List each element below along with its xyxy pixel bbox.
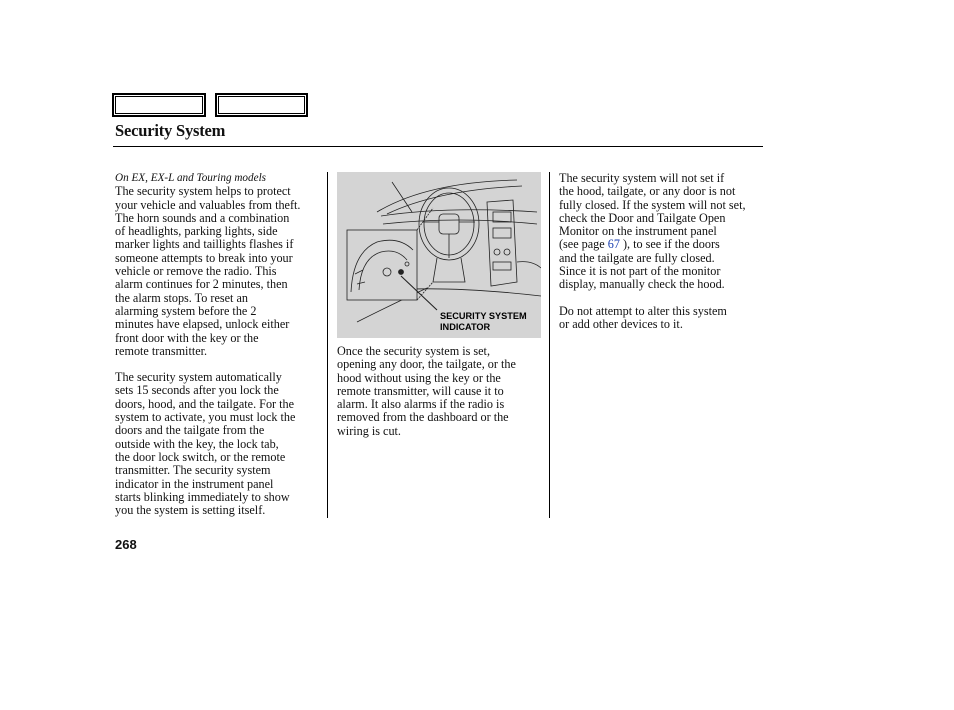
text-line: someone attempts to break into your: [115, 250, 293, 265]
text-line: alarm. It also alarms if the radio is: [337, 397, 505, 412]
page-number: 268: [115, 537, 137, 552]
text-line: the door lock switch, or the remote: [115, 449, 286, 464]
nav-button-1[interactable]: [112, 93, 206, 117]
page-67-link[interactable]: 67: [607, 237, 620, 252]
text-line: Do not attempt to alter this system: [559, 303, 727, 318]
text-line: Once the security system is set,: [337, 344, 490, 358]
text-line: indicator in the instrument panel: [115, 476, 274, 491]
column-1: [115, 172, 300, 517]
text-line: sets 15 seconds after you lock the: [115, 383, 279, 398]
text-line: hood without using the key or the: [337, 370, 501, 385]
text-line: vehicle or remove the radio. This: [115, 264, 277, 279]
text-line: doors and the tailgate from the: [115, 423, 265, 438]
text-line: wiring is cut.: [337, 423, 401, 438]
model-note: On EX, EX-L and Touring models: [115, 172, 267, 184]
text-line: The horn sounds and a combination: [115, 210, 290, 225]
text-line: or add other devices to it.: [559, 316, 683, 331]
figure-label-line: SECURITY SYSTEM: [440, 311, 527, 321]
column-3: [559, 172, 746, 331]
column-divider-1: [327, 172, 328, 518]
text-line: The security system automatically: [115, 370, 282, 385]
text-line: and the tailgate are fully closed.: [559, 250, 715, 265]
text-line: you the system is setting itself.: [115, 503, 266, 518]
title-divider: [113, 146, 763, 147]
text-line: removed from the dashboard or the: [337, 410, 509, 425]
text-line: outside with the key, the lock tab,: [115, 436, 279, 451]
see-page-prefix: (see page: [559, 237, 608, 252]
column-2: [337, 345, 516, 438]
text-line: remote transmitter.: [115, 343, 208, 358]
nav-button-2[interactable]: [215, 93, 308, 117]
text-line: display, manually check the hood.: [559, 277, 725, 292]
text-line: opening any door, the tailgate, or the: [337, 357, 516, 372]
text-line: alarming system before the 2: [115, 303, 257, 318]
text-line: your vehicle and valuables from theft.: [115, 197, 301, 212]
text-line: system to activate, you must lock the: [115, 410, 296, 425]
text-line: front door with the key or the: [115, 330, 259, 345]
text-line: starts blinking immediately to show: [115, 489, 290, 504]
page-title: Security System: [115, 121, 226, 140]
text-line: marker lights and taillights flashes if: [115, 237, 294, 252]
text-line: the hood, tailgate, or any door is not: [559, 184, 736, 199]
column1-paragraph-2: [115, 371, 300, 517]
text-line: The security system helps to protect: [115, 184, 291, 199]
text-line: Since it is not part of the monitor: [559, 264, 721, 279]
text-line: fully closed. If the system will not set,: [559, 197, 746, 212]
text-line: minutes have elapsed, unlock either: [115, 317, 290, 332]
figure-label-line: INDICATOR: [440, 322, 491, 332]
text-line: check the Door and Tailgate Open: [559, 210, 726, 225]
text-line: alarm continues for 2 minutes, then: [115, 277, 288, 292]
see-page-line: [559, 238, 746, 251]
column-divider-2: [549, 172, 550, 518]
text-line: remote transmitter, will cause it to: [337, 383, 504, 398]
text-line: transmitter. The security system: [115, 463, 271, 478]
column1-paragraph-1: [115, 185, 300, 358]
text-line: Monitor on the instrument panel: [559, 224, 717, 239]
text-line: of headlights, parking lights, side: [115, 224, 278, 239]
text-line: The security system will not set if: [559, 171, 725, 185]
text-line: doors, hood, and the tailgate. For the: [115, 396, 295, 411]
figure-label: [440, 311, 527, 333]
text-line: the alarm stops. To reset an: [115, 290, 248, 305]
see-page-suffix: ), to see if the doors: [619, 237, 720, 252]
